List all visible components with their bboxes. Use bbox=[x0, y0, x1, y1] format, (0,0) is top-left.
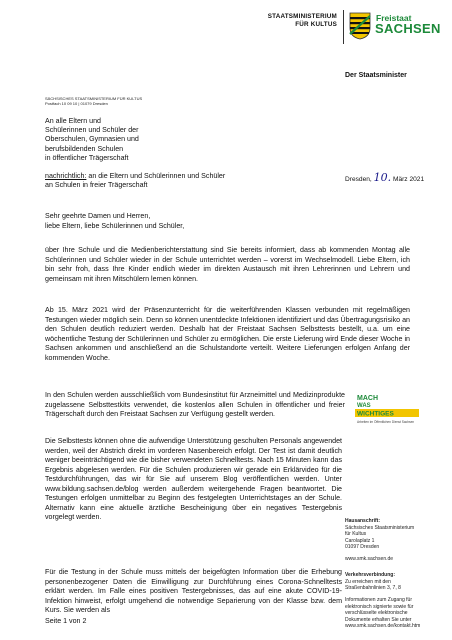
sidebar-info bbox=[345, 597, 440, 630]
state-label-small: Freistaat bbox=[376, 13, 412, 23]
body-paragraph-3: In den Schulen werden ausschließlich vom Bundesinstitut für Arzneimittel und Medizinprodukte zugelassene Selbsttestkits verwendet, die kostenlos allen Schulen in öffentlicher und freier Trägerschaft durch den Freistaat Sachsen zur Verfügung gestellt werden. bbox=[45, 391, 345, 418]
address-line: in öffentlicher Trägerschaft bbox=[45, 153, 129, 162]
sender-line-1: SÄCHSISCHES STAATSMINISTERIUM FÜR KULTUS bbox=[45, 96, 143, 101]
sender-line-2: Postfach 10 09 10 | 01079 Dresden bbox=[45, 101, 108, 106]
date-place: Dresden, bbox=[345, 176, 372, 183]
sidebar-info-link[interactable]: www.smk.sachsen.de/kontakt.htm bbox=[345, 623, 421, 630]
address-line: An alle Eltern und bbox=[45, 117, 101, 125]
logo-word-1: MACH bbox=[357, 395, 378, 402]
sidebar-address-line: Sächsisches Staatsministerium bbox=[345, 524, 415, 531]
address-line: Oberschulen, Gymnasien und bbox=[45, 135, 139, 144]
sidebar-transport-line: Zu erreichen mit den bbox=[345, 578, 391, 585]
sidebar-address-line: 01097 Dresden bbox=[345, 544, 380, 551]
body-paragraph-4: Die Selbsttests können ohne die aufwendige Unterstützung geschulten Personals angewendet werden, weil der Abstrich direkt im vorderen Nasenbereich erfolgt. Der Test ist damit deutlich weniger beeinträchtigend wie die bisher verwendeten Schnelltests. Nach 15 Minuten kann das Ergebnis abgelesen werden. Für die Schulen produzieren wir gerade ein Erklärvideo für die Testdurchführungen, das wir für Sie auf unserem Blog veröffentlichen werden. Unter www.bildung.sachsen.de/blog werden außerdem weitergehende Fragen beantwortet. Die Testungen erfolgen unmittelbar zu Beginn des festgelegten Unterrichtstages an der Schule. Alternativ kann eine aktuelle ärztliche Bescheinigung über ein negatives Testergebnis vorgelegt werden. bbox=[45, 437, 342, 521]
ministry-name bbox=[262, 13, 337, 29]
sidebar-transport-line: Straßenbahnlinien 3, 7, 8 bbox=[345, 585, 401, 592]
sidebar-web-link[interactable]: www.smk.sachsen.de bbox=[345, 556, 394, 562]
logo-word-3: WICHTIGES bbox=[357, 410, 394, 418]
sender-role: Der Staatsminister bbox=[345, 72, 407, 79]
ministry-line-2: FÜR KULTUS bbox=[295, 21, 337, 28]
page-number: Seite 1 von 2 bbox=[45, 617, 87, 625]
cc-text: an die Eltern und Schülerinnen und Schüler bbox=[86, 172, 226, 180]
logo-tagline: Arbeiten im Öffentlichen Dienst Sachsen bbox=[357, 420, 415, 424]
body-paragraph-2: Ab 15. März 2021 wird der Präsenzunterricht für die weiterführenden Klassen verbunden mit regelmäßigen Testungen wieder möglich sein. Denn so können unentdeckte Infektionen identifiziert und das Übertragungsrisiko an den Schulen deutlich reduziert werden. Deshalb hat der Freistaat Sachsen Selbsttests bestellt, u.a. um eine wöchentliche Testung der Schülerinnen und Schüler zu ermöglichen. Die erste Lieferung wird Ende dieser Woche in Sachsen ankommen und anschließend an die Schulstandorte verteilt. Weitere Lieferungen erfolgen Anfang der kommenden Woche. bbox=[45, 306, 410, 362]
address-line: Schülerinnen und Schüler der bbox=[45, 126, 139, 135]
header-divider bbox=[343, 10, 344, 44]
sidebar-transport bbox=[345, 572, 440, 592]
date-day-handwritten: 10. bbox=[373, 171, 392, 184]
sender-return-address bbox=[45, 96, 142, 106]
salutation-line-1: Sehr geehrte Damen und Herren, bbox=[45, 212, 151, 220]
sidebar-address-line: für Kultus bbox=[345, 531, 367, 538]
body-paragraph-5: Für die Testung in der Schule muss mittels der beigefügten Information über die Erhebung personenbezogener Daten die Einwilligung zur Durchführung eines Corona-Schnelltests erklärt werden. Im Falle eines positiven Testergebnisses, das auf eine akute COVID-19-Infektion hinweist, erfolgt umgehend die notwendige Separierung von der Klasse bzw. dem Kurs. Sie werden als bbox=[45, 568, 342, 614]
sidebar-transport-title: Verkehrsverbindung: bbox=[345, 572, 396, 578]
cc-label: nachrichtlich: bbox=[45, 172, 87, 180]
recipient-address bbox=[45, 117, 245, 163]
sidebar-info-line: elektronisch signierte sowie für bbox=[345, 603, 414, 610]
cc-line-2: an Schulen in freier Trägerschaft bbox=[45, 181, 148, 189]
sidebar-info-line: Dokumente erhalten Sie unter bbox=[345, 616, 412, 623]
letter-date bbox=[345, 171, 424, 184]
saxony-crest-icon bbox=[349, 12, 371, 40]
sidebar-info-line: Informationen zum Zugang für bbox=[345, 597, 412, 603]
state-label-big: SACHSEN bbox=[375, 21, 441, 36]
sidebar-address bbox=[345, 518, 440, 551]
logo-word-2: WAS bbox=[357, 403, 371, 409]
address-line: berufsbildenden Schulen bbox=[45, 144, 124, 153]
salutation-line-2: liebe Eltern, liebe Schülerinnen und Schüler, bbox=[45, 222, 185, 230]
body-paragraph-1: über Ihre Schule und die Medienberichterstattung sind Sie bereits informiert, dass ab kommenden Montag alle Schülerinnen und Schüler wieder in der Schule unterrichtet werden – vorerst im Wechselmodell. Liebe Eltern, ich bin sehr froh, dass Ihre Kinder endlich wieder im direkten Austausch mit ihren Lehrerinnen und Lehrern und gemeinsam mit ihren Mitschülern lernen können. bbox=[45, 246, 410, 283]
ministry-line-1: STAATSMINISTERIUM bbox=[267, 13, 337, 20]
mach-was-wichtiges-logo bbox=[355, 392, 435, 426]
salutation bbox=[45, 211, 184, 231]
sidebar-address-line: Carolaplatz 1 bbox=[345, 537, 375, 544]
cc-block bbox=[45, 172, 285, 190]
sidebar-info-line: verschlüsselte elektronische bbox=[345, 610, 408, 617]
sidebar-address-title: Hausanschrift: bbox=[345, 518, 381, 524]
date-month-year: März 2021 bbox=[392, 176, 425, 183]
